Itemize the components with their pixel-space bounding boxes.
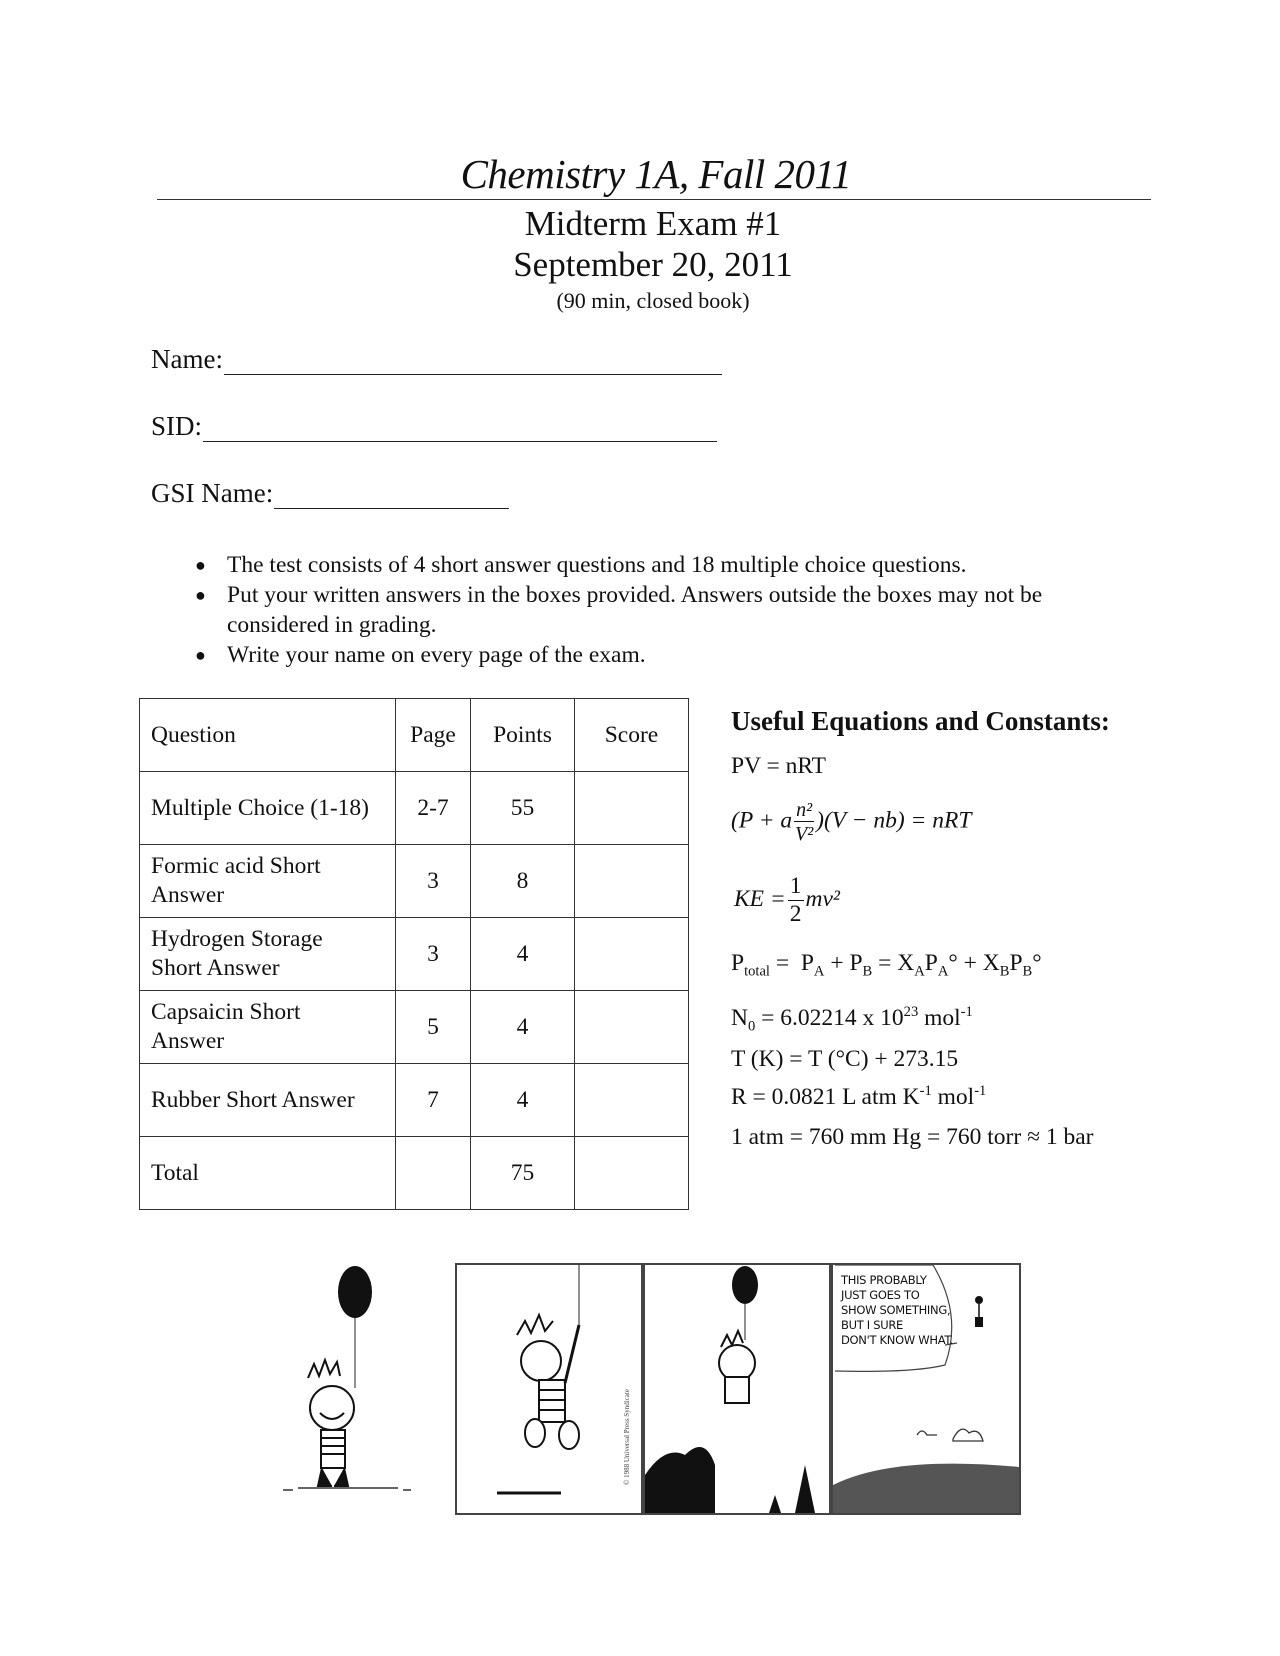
page-cell: 3 xyxy=(396,918,471,991)
points-cell: 4 xyxy=(471,918,575,991)
page-cell: 7 xyxy=(396,1064,471,1137)
instruction-item: ● Put your written answers in the boxes provided. Answers outside the boxes may not be considered in grading. xyxy=(195,582,1043,638)
comic-strip xyxy=(278,1258,1048,1518)
question-cell: Multiple Choice (1-18) xyxy=(140,772,396,845)
gsi-name-label: GSI Name: xyxy=(151,478,274,508)
score-cell[interactable] xyxy=(575,845,689,918)
instructions-list xyxy=(195,550,1125,670)
header-score: Score xyxy=(575,699,689,772)
speech-bubble-text: THIS PROBABLY JUST GOES TO SHOW SOMETHING, BUT I SURE DON'T KNOW WHAT. xyxy=(841,1273,954,1347)
gsi-name-input-line[interactable] xyxy=(274,482,509,509)
table-row xyxy=(140,991,689,1064)
bullet-icon: ● xyxy=(195,555,206,575)
header-points: Points xyxy=(471,699,575,772)
name-label: Name: xyxy=(151,344,223,374)
score-table xyxy=(139,698,689,1210)
score-cell[interactable] xyxy=(575,918,689,991)
score-cell[interactable] xyxy=(575,991,689,1064)
table-header-row xyxy=(140,699,689,772)
points-cell: 75 xyxy=(471,1137,575,1210)
table-row xyxy=(140,1064,689,1137)
score-cell[interactable] xyxy=(575,1064,689,1137)
equations-heading: Useful Equations and Constants: xyxy=(731,706,1110,736)
avogadro-constant: $N_0 = 6.02214$ x $10^{23}$ mol$^{-1}$ xyxy=(731,1004,973,1035)
exam-date: September 20, 2011 xyxy=(513,245,793,284)
comic-panel-1 xyxy=(455,1263,643,1515)
instruction-item: ● Write your name on every page of the exam. xyxy=(195,642,646,668)
header-page: Page xyxy=(396,699,471,772)
question-cell: Capsaicin Short Answer xyxy=(140,991,396,1064)
question-cell: Hydrogen Storage Short Answer xyxy=(140,918,396,991)
kinetic-energy-equation: KE = $\frac{1}{2}$ mv² xyxy=(734,873,840,927)
pressure-units: 1 atm = 760 mm Hg = 760 torr ≈ 1 bar xyxy=(731,1124,1094,1150)
gsi-name-field[interactable] xyxy=(151,478,509,509)
exam-conditions: (90 min, closed book) xyxy=(556,288,750,313)
sid-field[interactable] xyxy=(151,411,717,442)
gas-constant: R = 0.0821 L atm $K^{-1}$ mol$^{-1}$ xyxy=(731,1083,987,1110)
score-cell[interactable] xyxy=(575,1137,689,1210)
page-cell: 5 xyxy=(396,991,471,1064)
points-cell: 4 xyxy=(471,991,575,1064)
temperature-conversion: T (K) = T (°C) + 273.15 xyxy=(731,1046,959,1072)
calvin-balloon-illustration xyxy=(278,1258,428,1516)
page-cell: 2-7 xyxy=(396,772,471,845)
page-cell xyxy=(396,1137,471,1210)
svg-text:© 1988 Universal Press Syndica: © 1988 Universal Press Syndicate xyxy=(623,1389,631,1485)
question-cell: Total xyxy=(140,1137,396,1210)
points-cell: 55 xyxy=(471,772,575,845)
table-row xyxy=(140,772,689,845)
ideal-gas-law: PV = nRT xyxy=(731,753,826,779)
page-cell: 3 xyxy=(396,845,471,918)
sid-input-line[interactable] xyxy=(203,415,717,442)
question-cell: Rubber Short Answer xyxy=(140,1064,396,1137)
comic-panel-2 xyxy=(643,1263,831,1515)
question-cell: Formic acid Short Answer xyxy=(140,845,396,918)
score-cell[interactable] xyxy=(575,772,689,845)
instruction-item: ● The test consists of 4 short answer questions and 18 multiple choice questions. xyxy=(195,552,967,578)
van-der-waals-equation: (P + a $\frac{\text{n²}}{\text{V²}}$ )(V − nb) = nRT xyxy=(731,799,972,845)
points-cell: 4 xyxy=(471,1064,575,1137)
bullet-icon: ● xyxy=(195,585,206,605)
bullet-icon: ● xyxy=(195,645,206,665)
comic-panel-3 xyxy=(831,1263,1021,1515)
header-question: Question xyxy=(140,699,396,772)
exam-name: Midterm Exam #1 xyxy=(524,204,782,243)
title-divider xyxy=(157,199,1151,200)
table-row xyxy=(140,845,689,918)
name-field[interactable] xyxy=(151,344,722,375)
raoults-law: $P_{total} = P_A + P_B = X_AP_A^\circ + X_BP_B^\circ$ xyxy=(731,950,1042,980)
points-cell: 8 xyxy=(471,845,575,918)
name-input-line[interactable] xyxy=(224,348,722,375)
sid-label: SID: xyxy=(151,411,203,441)
table-row xyxy=(140,918,689,991)
table-row-total xyxy=(140,1137,689,1210)
course-title: Chemistry 1A, Fall 2011 xyxy=(460,151,852,197)
